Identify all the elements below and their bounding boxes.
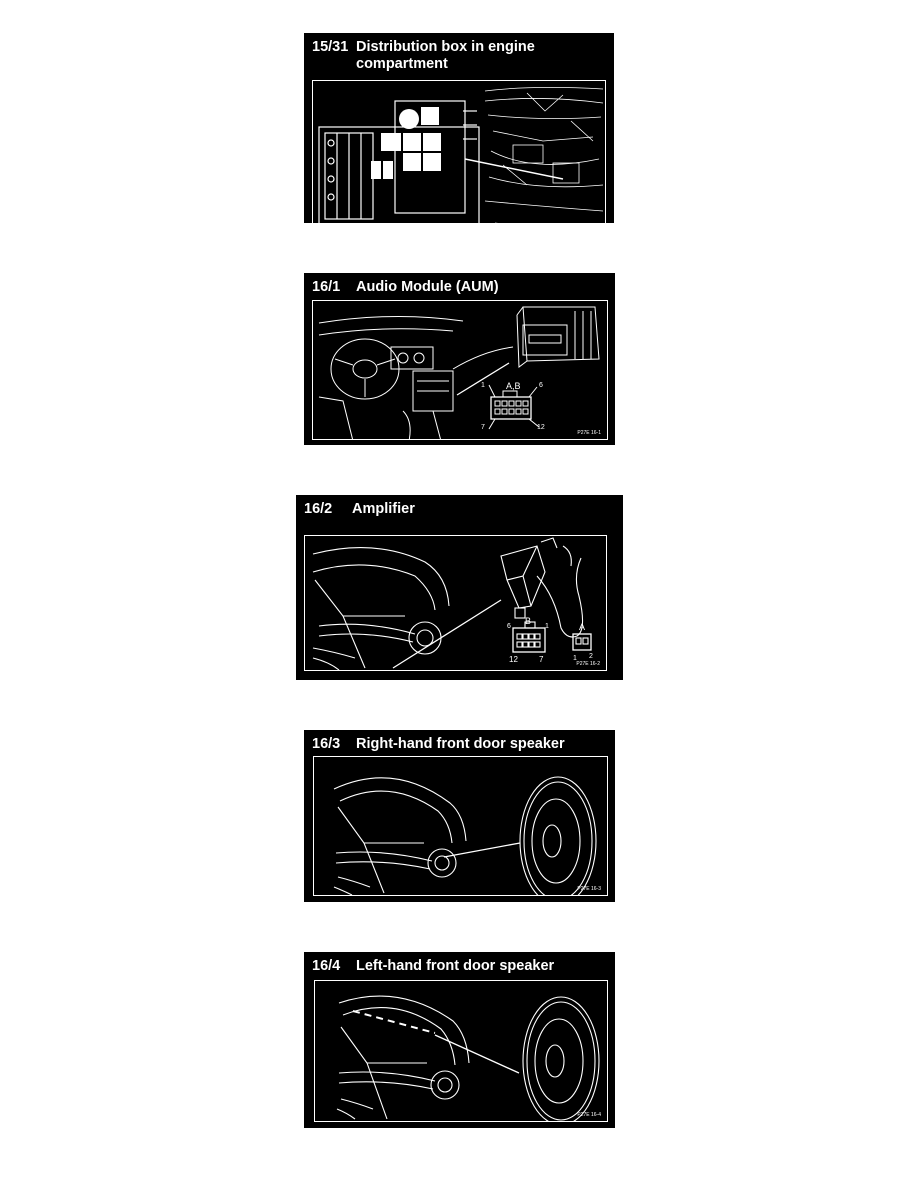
figure-code: P27E 16-2 — [576, 661, 600, 667]
figure-title: Amplifier — [352, 501, 415, 517]
connector-pin: 1 — [573, 655, 577, 662]
audio-module-drawing — [313, 301, 608, 440]
connector-pin: 7 — [539, 655, 544, 664]
figure-code: P27E 16-1 — [577, 430, 601, 436]
connector-pin: 1 — [481, 382, 485, 389]
figure-illustration — [313, 756, 608, 896]
figure-title: Audio Module (AUM) — [356, 279, 499, 295]
connector-label: A,B — [506, 381, 521, 391]
figure-number: 16/4 — [312, 958, 341, 974]
connector-b-label: B — [525, 616, 532, 626]
connector-pin: 6 — [507, 623, 511, 630]
figure-15-31 — [304, 33, 614, 243]
connector-pin: 12 — [509, 655, 518, 664]
figure-illustration — [312, 80, 606, 247]
figure-number: 16/3 — [312, 736, 341, 752]
connector-pin: 2 — [589, 653, 593, 660]
figure-16-1 — [304, 273, 615, 445]
figure-number: 15/31 — [312, 39, 349, 55]
amplifier-drawing — [305, 536, 607, 671]
connector-a-label: A — [579, 622, 586, 632]
figure-title: Right-hand front door speaker — [356, 736, 565, 752]
figure-code: 15-31-00 — [578, 237, 599, 243]
left-front-speaker-drawing — [315, 981, 608, 1122]
connector-pin: 6 — [539, 382, 543, 389]
figure-illustration — [312, 300, 608, 440]
connector-pin: 12 — [537, 424, 545, 431]
figure-16-3 — [304, 730, 615, 902]
figure-illustration — [304, 535, 607, 671]
distribution-box-drawing — [313, 81, 606, 247]
figure-illustration — [314, 980, 608, 1122]
connector-pin: 1 — [545, 623, 549, 630]
figure-code: P27E 16-3 — [577, 886, 601, 892]
figure-16-2 — [296, 495, 623, 680]
right-front-speaker-drawing — [314, 757, 608, 896]
figure-code: P27E 16-4 — [577, 1112, 601, 1118]
figure-number: 16/1 — [312, 279, 341, 295]
figure-number: 16/2 — [304, 501, 333, 517]
figure-title: Left-hand front door speaker — [356, 958, 555, 974]
figure-title: Distribution box in engine compartment — [356, 39, 535, 72]
figure-16-4 — [304, 952, 615, 1128]
connector-pin: 7 — [481, 424, 485, 431]
